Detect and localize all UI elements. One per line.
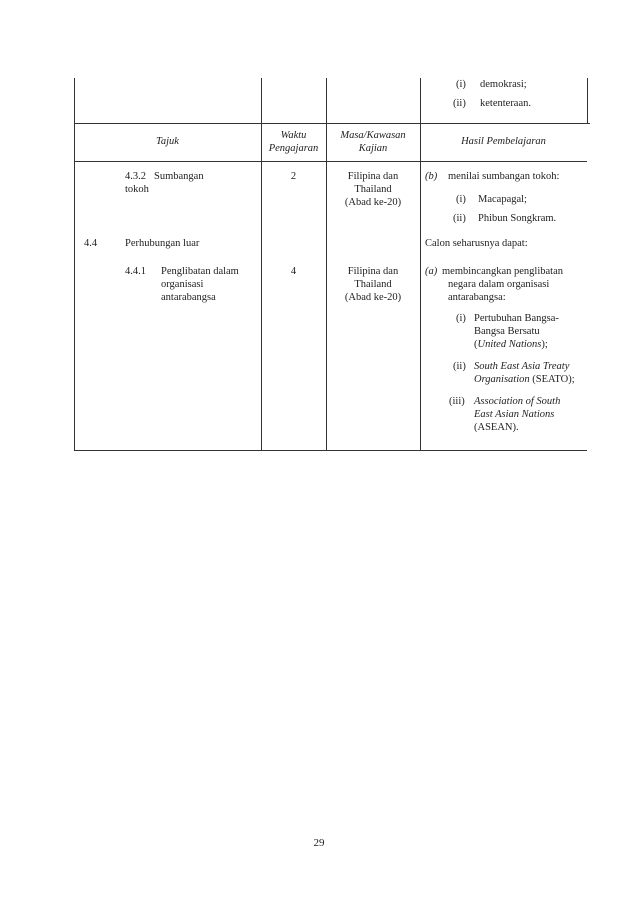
row2-ii-line1: South East Asia Treaty [474, 361, 570, 372]
row1-masa-line3: (Abad ke-20) [344, 197, 402, 208]
row2-iii-number: (iii) [449, 396, 465, 407]
row2-ii-number: (ii) [453, 361, 466, 372]
row2-waktu: 4 [290, 266, 297, 277]
top-item-ii-text: ketenteraan. [480, 98, 532, 109]
top-item-i-text: demokrasi; [480, 79, 527, 90]
header-masa-line1: Masa/Kawasan [340, 130, 406, 141]
section-title: Perhubungan luar [125, 238, 200, 249]
row1-masa-line2: Thailand [354, 184, 392, 195]
row2-a-text-line2: negara dalam organisasi [448, 279, 550, 290]
header-waktu-line1: Waktu [280, 130, 307, 141]
row2-iii-line3: (ASEAN). [474, 422, 519, 433]
row2-ii-line2-plain: (SEATO); [529, 374, 575, 385]
row1-ii-number: (ii) [453, 213, 466, 224]
row1-i-number: (i) [456, 194, 466, 205]
row2-ii-line2 [474, 373, 575, 386]
row1-title-line1: Sumbangan [154, 171, 204, 182]
header-hasil: Hasil Pembelajaran [461, 136, 546, 147]
section-hasil: Calon seharusnya dapat: [425, 238, 528, 249]
table-right-border-top [587, 78, 588, 123]
table-left-border [74, 78, 75, 450]
row2-a-text-line3: antarabangsa: [448, 292, 506, 303]
row2-masa-line2: Thailand [354, 279, 392, 290]
top-item-i-number: (i) [456, 79, 466, 90]
top-item-ii-number: (ii) [453, 98, 466, 109]
header-tajuk: Tajuk [156, 136, 179, 147]
row1-i-text: Macapagal; [478, 194, 527, 205]
table-bottom-rule [74, 450, 587, 451]
row2-i-line2: Bangsa Bersatu [474, 326, 540, 337]
row2-i-line3-open: ( [474, 339, 478, 350]
section-code: 4.4 [84, 238, 98, 249]
row2-title-line3: antarabangsa [161, 292, 216, 303]
row2-a-label: (a) [425, 266, 438, 277]
header-masa-line2: Kajian [358, 143, 388, 154]
row2-i-line1: Pertubuhan Bangsa- [474, 313, 559, 324]
header-bottom-rule [74, 161, 587, 162]
row2-ii-line2-italic: Organisation [474, 374, 530, 385]
row1-title-line2: tokoh [125, 184, 149, 195]
row1-waktu: 2 [290, 171, 297, 182]
row2-code: 4.4.1 [125, 266, 146, 277]
row1-masa-line1: Filipina dan [347, 171, 399, 182]
row1-b-label: (b) [425, 171, 438, 182]
row2-iii-line2: East Asian Nations [474, 409, 555, 420]
row2-iii-line1: Association of South [474, 396, 561, 407]
row2-i-line3-italic: United Nations [477, 339, 542, 350]
row1-code: 4.3.2 [125, 171, 146, 182]
row1-ii-text: Phibun Songkram. [478, 213, 557, 224]
row2-a-text-line1: membincangkan penglibatan [442, 266, 564, 277]
row2-masa-line3: (Abad ke-20) [344, 292, 402, 303]
header-top-rule [74, 123, 590, 124]
column-divider-3 [420, 78, 421, 450]
row1-b-text: menilai sumbangan tokoh: [448, 171, 560, 182]
header-waktu-line2: Pengajaran [268, 143, 319, 154]
row2-title-line2: organisasi [161, 279, 204, 290]
row2-title-line1: Penglibatan dalam [161, 266, 239, 277]
row2-i-number: (i) [456, 313, 466, 324]
row2-i-line3-close: ); [541, 339, 548, 350]
row2-i-line3 [474, 338, 548, 351]
page-number: 29 [313, 837, 325, 849]
row2-masa-line1: Filipina dan [347, 266, 399, 277]
